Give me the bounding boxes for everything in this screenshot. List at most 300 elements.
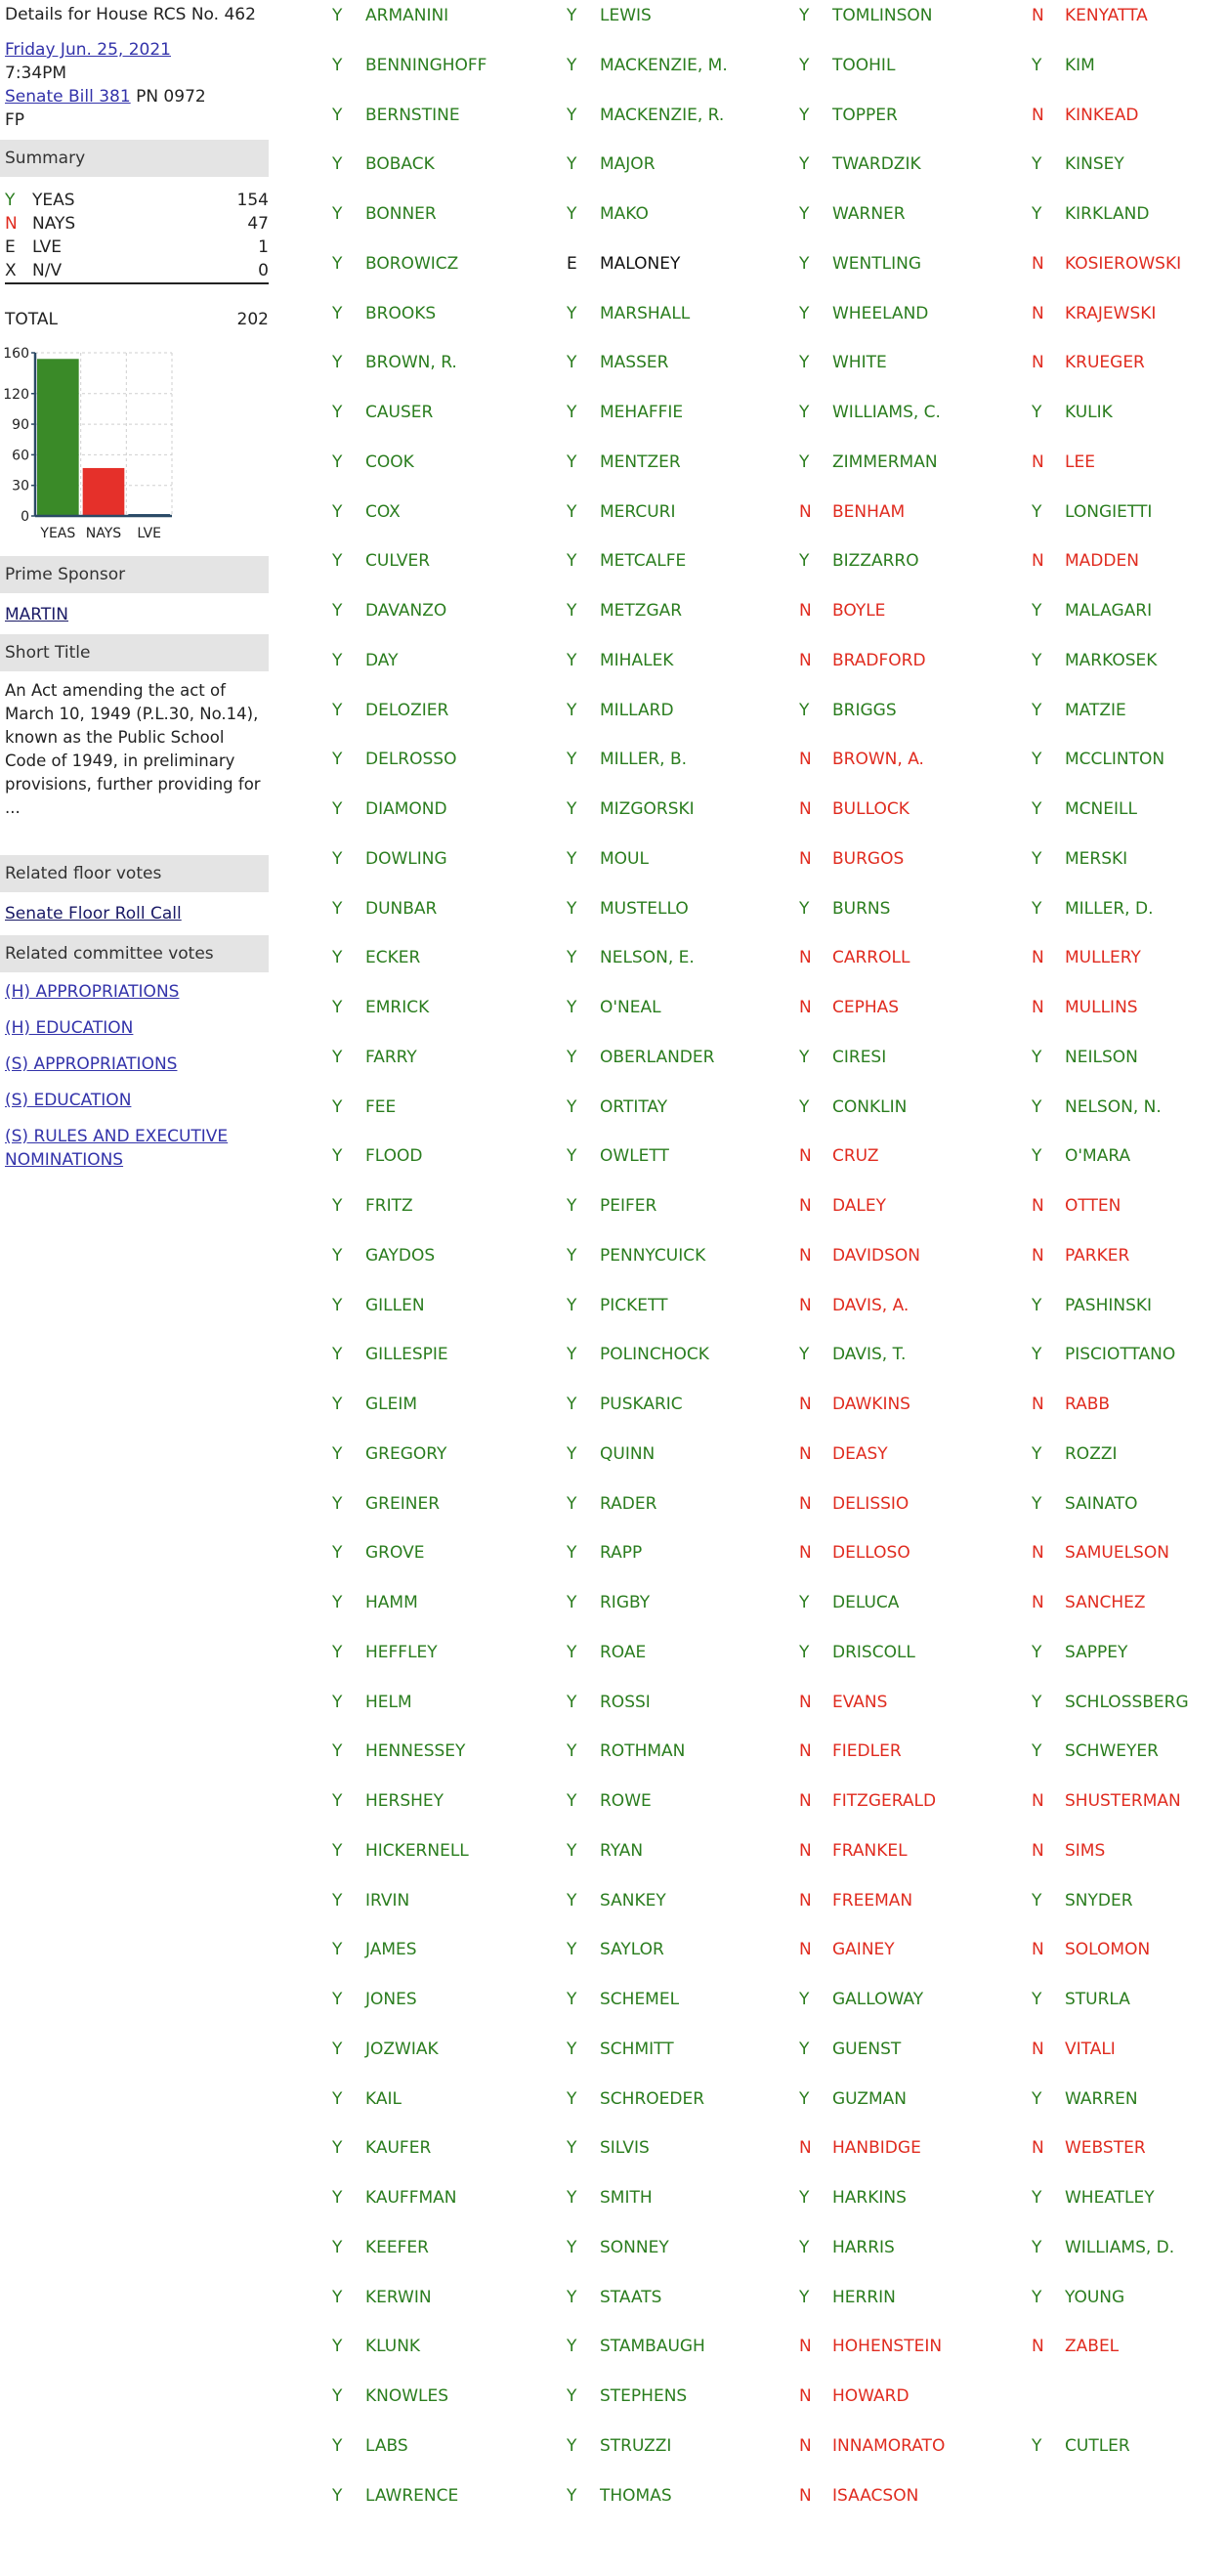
vote-code: Y <box>799 6 810 25</box>
member-name: GREGORY <box>365 1443 447 1464</box>
summary-heading: Summary <box>0 140 269 177</box>
vote-code: Y <box>332 998 343 1017</box>
vote-entry <box>332 896 437 922</box>
vote-code: Y <box>1032 2435 1042 2456</box>
vote-code: N <box>1032 1593 1044 1612</box>
vote-entry <box>567 747 687 772</box>
vote-code: N <box>799 848 812 869</box>
member-name: FREEMAN <box>832 1890 913 1911</box>
member-name: KRAJEWSKI <box>1065 303 1157 323</box>
vote-entry <box>1032 1095 1162 1120</box>
vote-entry <box>332 1739 465 1764</box>
vote-entry <box>1032 896 1153 922</box>
summary-label: N/V <box>32 261 63 280</box>
vote-entry <box>332 995 429 1020</box>
member-name: HELM <box>365 1692 412 1712</box>
vote-entry <box>799 1392 910 1417</box>
member-name: KERWIN <box>365 2287 432 2307</box>
vote-entry <box>799 1540 910 1566</box>
member-name: TOPPER <box>832 105 898 125</box>
vote-entry <box>1032 3 1148 28</box>
member-name: SHUSTERMAN <box>1065 1791 1181 1811</box>
y-tick-label: 30 <box>12 478 29 494</box>
member-name: GAINEY <box>832 1940 895 1960</box>
vote-entry <box>799 1095 907 1120</box>
vote-entry <box>332 796 447 822</box>
vote-code: Y <box>567 1692 577 1712</box>
vote-entry <box>332 648 399 673</box>
member-name: SNYDER <box>1065 1890 1133 1911</box>
vote-code: Y <box>332 1395 343 1414</box>
vote-entry <box>567 201 649 227</box>
vote-code: N <box>799 799 812 819</box>
vote-entry <box>332 2433 408 2459</box>
member-name: BOROWICZ <box>365 253 459 274</box>
vote-entry <box>567 1293 668 1318</box>
vote-code: Y <box>567 2188 577 2208</box>
vote-entry <box>1032 1640 1127 1665</box>
member-name: SONNEY <box>600 2237 669 2257</box>
member-name: MEHAFFIE <box>600 403 684 422</box>
vote-entry <box>332 747 456 772</box>
vote-code: Y <box>567 6 577 25</box>
vote-code: Y <box>332 105 343 125</box>
vote-entry <box>799 1788 936 1814</box>
member-name: ISAACSON <box>832 2485 919 2506</box>
vote-entry <box>567 1143 669 1169</box>
vote-entry <box>1032 301 1156 326</box>
member-name: ROTHMAN <box>600 1741 686 1762</box>
member-name: TOOHIL <box>832 55 896 75</box>
vote-code: Y <box>567 1196 577 1216</box>
member-name: BENNINGHOFF <box>365 55 487 75</box>
vote-entry <box>1032 2135 1146 2161</box>
vote-entry <box>332 1888 409 1913</box>
vote-code: Y <box>332 1345 343 1365</box>
member-name: STURLA <box>1065 1990 1130 2009</box>
member-name: BENHAM <box>832 501 906 522</box>
vote-entry <box>799 103 898 128</box>
vote-entry <box>1032 1739 1159 1764</box>
vote-code: Y <box>567 1593 577 1612</box>
summary-code: X <box>5 261 17 280</box>
vote-entry <box>567 400 683 425</box>
vote-code: N <box>1032 6 1044 25</box>
vote-code: Y <box>567 1096 577 1117</box>
vote-entry <box>567 2483 672 2509</box>
vote-code: Y <box>332 154 343 175</box>
member-name: HOHENSTEIN <box>832 2337 943 2357</box>
vote-entry <box>1032 1838 1105 1864</box>
member-name: KEEFER <box>365 2237 429 2257</box>
member-name: JAMES <box>365 1940 417 1960</box>
vote-code: Y <box>1032 1443 1042 1464</box>
member-name: ROSSI <box>600 1692 651 1712</box>
vote-code: Y <box>332 1840 343 1861</box>
vote-entry <box>332 846 447 872</box>
vote-code: Y <box>799 1593 810 1612</box>
member-name: ARMANINI <box>365 6 449 25</box>
vote-time: 7:34PM <box>5 64 67 83</box>
vote-entry <box>567 2086 704 2112</box>
vote-entry <box>799 1690 887 1715</box>
vote-entry <box>332 1143 423 1169</box>
committee-vote-link[interactable]: (S) RULES AND EXECUTIVE NOMINATIONS <box>5 1127 229 1170</box>
member-name: BERNSTINE <box>365 105 460 125</box>
member-name: PEIFER <box>600 1196 657 1216</box>
member-name: HERSHEY <box>365 1791 444 1811</box>
member-name: MERCURI <box>600 501 676 522</box>
vote-entry <box>567 301 690 326</box>
vote-entry <box>799 846 904 872</box>
vote-entry <box>332 598 446 623</box>
member-name: KULIK <box>1065 403 1113 422</box>
vote-entry <box>332 2383 448 2409</box>
member-name: MERSKI <box>1065 848 1128 869</box>
member-name: GUENST <box>832 2039 902 2059</box>
vote-entry <box>567 350 668 375</box>
x-tick-label: LVE <box>137 526 162 541</box>
vote-entry <box>332 1788 444 1814</box>
member-name: THOMAS <box>600 2485 672 2506</box>
member-name: FRITZ <box>365 1196 413 1216</box>
vote-code: Y <box>1032 1345 1042 1365</box>
summary-count: 47 <box>247 214 269 234</box>
vote-entry <box>332 1590 418 1615</box>
committee-vote-link[interactable]: (H) APPROPRIATIONS <box>5 982 180 1002</box>
member-name: MILLER, D. <box>1065 898 1154 919</box>
member-name: MULLERY <box>1065 948 1141 968</box>
member-name: ZABEL <box>1065 2337 1120 2357</box>
vote-code: N <box>799 1791 812 1811</box>
member-name: FEE <box>365 1096 397 1117</box>
vote-entry <box>567 1838 643 1864</box>
member-name: WHITE <box>832 353 887 373</box>
member-name: MULLINS <box>1065 998 1138 1017</box>
member-name: KAUFER <box>365 2138 432 2159</box>
member-name: HAMM <box>365 1593 418 1612</box>
member-name: HEFFLEY <box>365 1642 438 1662</box>
member-name: MARSHALL <box>600 303 691 323</box>
vote-code: Y <box>799 403 810 422</box>
vote-code: Y <box>332 1096 343 1117</box>
summary-count: 154 <box>236 191 269 210</box>
vote-code: Y <box>567 55 577 75</box>
member-name: MASSER <box>600 353 669 373</box>
summary-row-lve <box>5 236 269 259</box>
member-name: CARROLL <box>832 948 910 968</box>
vote-entry <box>799 648 926 673</box>
member-name: STRUZZI <box>600 2435 672 2456</box>
vote-entry <box>799 945 910 970</box>
vote-code: Y <box>332 601 343 621</box>
vote-code: Y <box>1032 403 1042 422</box>
vote-entry <box>799 747 924 772</box>
vote-code: Y <box>567 948 577 968</box>
vote-code: Y <box>567 1146 577 1167</box>
vote-entry <box>1032 1441 1118 1467</box>
member-name: BRADFORD <box>832 650 926 670</box>
vote-entry <box>567 2135 650 2161</box>
member-name: YOUNG <box>1065 2287 1125 2307</box>
vote-entry <box>567 2285 661 2310</box>
vote-entry <box>567 598 682 623</box>
member-name: CIRESI <box>832 1047 887 1067</box>
member-name: DRISCOLL <box>832 1642 915 1662</box>
vote-entry <box>332 1095 396 1120</box>
vote-code: Y <box>567 750 577 770</box>
summary-table <box>5 189 269 331</box>
member-name: KENYATTA <box>1065 6 1148 25</box>
summary-row-yeas <box>5 189 269 212</box>
vote-entry <box>799 1143 878 1169</box>
vote-code: Y <box>567 2138 577 2159</box>
member-name: DALEY <box>832 1196 887 1216</box>
vote-code: Y <box>567 1940 577 1960</box>
vote-entry <box>332 301 436 326</box>
vote-code: Y <box>799 1047 810 1067</box>
y-tick-label: 120 <box>3 386 29 403</box>
vote-entry <box>567 1987 679 2012</box>
vote-code: Y <box>567 848 577 869</box>
vote-code: Y <box>332 204 343 224</box>
senate-floor-roll-call-link[interactable]: Senate Floor Roll Call <box>5 904 182 923</box>
vote-code: Y <box>332 2039 343 2059</box>
vote-entry <box>1032 201 1149 227</box>
member-name: SAYLOR <box>600 1940 664 1960</box>
summary-row-nv <box>5 259 269 284</box>
vote-code: Y <box>1032 204 1042 224</box>
member-name: DELROSSO <box>365 750 457 770</box>
vote-entry <box>1032 2185 1155 2211</box>
vote-entry <box>1032 350 1145 375</box>
member-name: MAKO <box>600 204 649 224</box>
vote-code: Y <box>332 750 343 770</box>
y-tick-label: 60 <box>12 448 29 464</box>
member-name: FIEDLER <box>832 1741 902 1762</box>
vote-entry <box>332 2235 429 2260</box>
vote-code: N <box>799 1196 812 1216</box>
member-name: MILLARD <box>600 700 674 720</box>
member-name: NELSON, E. <box>600 948 695 968</box>
vote-code: Y <box>332 1940 343 1960</box>
vote-entry <box>799 2483 918 2509</box>
vote-entry <box>567 896 689 922</box>
vote-code: Y <box>799 700 810 720</box>
vote-code: N <box>1032 105 1044 125</box>
vote-code: Y <box>332 2435 343 2456</box>
vote-entry <box>799 251 921 277</box>
member-name: WARREN <box>1065 2088 1138 2109</box>
member-name: MIHALEK <box>600 650 674 670</box>
vote-code: Y <box>799 451 810 472</box>
sidebar <box>5 0 269 1172</box>
vote-code: N <box>1032 1543 1044 1564</box>
vote-code: Y <box>332 1791 343 1811</box>
vote-entry <box>799 598 885 623</box>
vote-entry <box>1032 796 1137 822</box>
member-name: PUSKARIC <box>600 1395 683 1414</box>
vote-code: Y <box>332 1245 343 1266</box>
vote-entry <box>332 1045 417 1070</box>
vote-code: Y <box>332 403 343 422</box>
vote-entry <box>567 499 676 525</box>
vote-entry <box>567 3 652 28</box>
vote-code: Y <box>567 1990 577 2009</box>
vote-code: Y <box>1032 1295 1042 1315</box>
vote-code: N <box>799 2435 812 2456</box>
vote-code: Y <box>799 303 810 323</box>
vote-entry <box>567 1045 714 1070</box>
vote-entry <box>567 1937 664 1962</box>
vote-code: N <box>799 1443 812 1464</box>
vote-code: Y <box>332 1642 343 1662</box>
member-name: DAWKINS <box>832 1395 910 1414</box>
vote-entry <box>332 945 420 970</box>
member-name: DUNBAR <box>365 898 438 919</box>
member-name: DEASY <box>832 1443 888 1464</box>
member-name: LABS <box>365 2435 408 2456</box>
vote-code: Y <box>332 253 343 274</box>
vote-date-link[interactable]: Friday Jun. 25, 2021 <box>5 40 171 60</box>
vote-entry <box>332 1441 446 1467</box>
vote-code: Y <box>332 848 343 869</box>
member-name: INNAMORATO <box>832 2435 946 2456</box>
y-tick-label: 90 <box>12 417 29 434</box>
member-name: JOZWIAK <box>365 2039 439 2059</box>
vote-entry <box>1032 1243 1129 1268</box>
member-name: METZGAR <box>600 601 683 621</box>
member-name: ROAE <box>600 1642 647 1662</box>
member-name: SCHMITT <box>600 2039 674 2059</box>
vote-entry <box>799 499 905 525</box>
vote-entry <box>567 1690 651 1715</box>
vote-entry <box>567 1491 656 1517</box>
member-name: GALLOWAY <box>832 1990 924 2009</box>
vote-code: Y <box>567 2435 577 2456</box>
vote-code: Y <box>332 2138 343 2159</box>
member-name: WENTLING <box>832 253 922 274</box>
vote-code: Y <box>332 1295 343 1315</box>
vote-entry <box>567 1441 655 1467</box>
member-name: MOUL <box>600 848 649 869</box>
vote-code: Y <box>567 2039 577 2059</box>
vote-entry <box>799 698 897 723</box>
member-name: KAIL <box>365 2088 402 2109</box>
member-name: KAUFFMAN <box>365 2188 457 2208</box>
member-name: DAVIDSON <box>832 1245 920 1266</box>
committee-vote-link[interactable]: (S) APPROPRIATIONS <box>5 1054 178 1074</box>
vote-entry <box>332 2334 420 2359</box>
vote-code: Y <box>567 1493 577 1514</box>
member-name: MCNEILL <box>1065 799 1137 819</box>
member-name: O'MARA <box>1065 1146 1131 1167</box>
member-name: POLINCHOCK <box>600 1345 709 1365</box>
vote-entry <box>332 1640 438 1665</box>
page-title: Details for House RCS No. 462 <box>5 5 256 24</box>
vote-entry <box>1032 1788 1181 1814</box>
member-name: SIMS <box>1065 1840 1106 1861</box>
member-name: BOYLE <box>832 601 886 621</box>
member-name: SCHWEYER <box>1065 1741 1159 1762</box>
member-name: WILLIAMS, D. <box>1065 2237 1175 2257</box>
vote-entry <box>567 2334 705 2359</box>
vote-entry <box>332 53 487 78</box>
vote-entry <box>567 53 728 78</box>
vote-entry <box>1032 747 1164 772</box>
member-name: STAMBAUGH <box>600 2337 705 2357</box>
vote-entry <box>799 1838 908 1864</box>
member-name: ZIMMERMAN <box>832 451 938 472</box>
member-name: PICKETT <box>600 1295 668 1315</box>
vote-code: Y <box>1032 1990 1042 2009</box>
vote-entry <box>1032 151 1124 177</box>
vote-code: N <box>1032 998 1044 1017</box>
vote-code: Y <box>332 700 343 720</box>
member-name: COX <box>365 501 401 522</box>
vote-entry <box>332 103 460 128</box>
member-name: SOLOMON <box>1065 1940 1151 1960</box>
vote-entry <box>1032 1590 1146 1615</box>
vote-entry <box>1032 1342 1175 1367</box>
committee-vote-link[interactable]: (S) EDUCATION <box>5 1091 132 1110</box>
vote-code: N <box>1032 1245 1044 1266</box>
vote-entry <box>1032 499 1152 525</box>
vote-code: N <box>799 998 812 1017</box>
member-name: MALONEY <box>600 253 681 274</box>
member-name: NELSON, N. <box>1065 1096 1162 1117</box>
sponsor-link[interactable]: MARTIN <box>5 605 68 624</box>
vote-code: Y <box>799 353 810 373</box>
vote-code: Y <box>567 501 577 522</box>
vote-entry <box>1032 2086 1138 2112</box>
vote-code: Y <box>799 1096 810 1117</box>
vote-code: Y <box>332 303 343 323</box>
vote-entry <box>799 53 895 78</box>
vote-code: Y <box>332 799 343 819</box>
vote-code: Y <box>1032 501 1042 522</box>
member-name: LONGIETTI <box>1065 501 1153 522</box>
vote-entry <box>799 151 921 177</box>
member-name: GROVE <box>365 1543 425 1564</box>
vote-entry <box>1032 450 1095 475</box>
vote-entry <box>332 1987 417 2012</box>
vote-entry <box>567 151 656 177</box>
member-name: MACKENZIE, R. <box>600 105 725 125</box>
vote-entry <box>799 1640 915 1665</box>
vote-entry <box>1032 2235 1174 2260</box>
bill-link[interactable]: Senate Bill 381 <box>5 87 131 107</box>
vote-code: Y <box>567 1345 577 1365</box>
vote-entry <box>799 2037 901 2062</box>
vote-entry <box>799 2235 895 2260</box>
member-name: WHEATLEY <box>1065 2188 1155 2208</box>
vote-entry <box>1032 1690 1189 1715</box>
vote-entry <box>332 1392 417 1417</box>
member-name: SCHLOSSBERG <box>1065 1692 1189 1712</box>
member-name: OTTEN <box>1065 1196 1121 1216</box>
vote-code: Y <box>799 2287 810 2307</box>
vote-entry <box>567 1095 667 1120</box>
member-name: MARKOSEK <box>1065 650 1158 670</box>
vote-code: N <box>799 2337 812 2357</box>
vote-entry <box>799 548 919 574</box>
vote-code: Y <box>567 1543 577 1564</box>
vote-entry <box>567 548 686 574</box>
committee-vote-link[interactable]: (H) EDUCATION <box>5 1018 134 1038</box>
vote-entry <box>567 945 695 970</box>
member-name: RYAN <box>600 1840 644 1861</box>
